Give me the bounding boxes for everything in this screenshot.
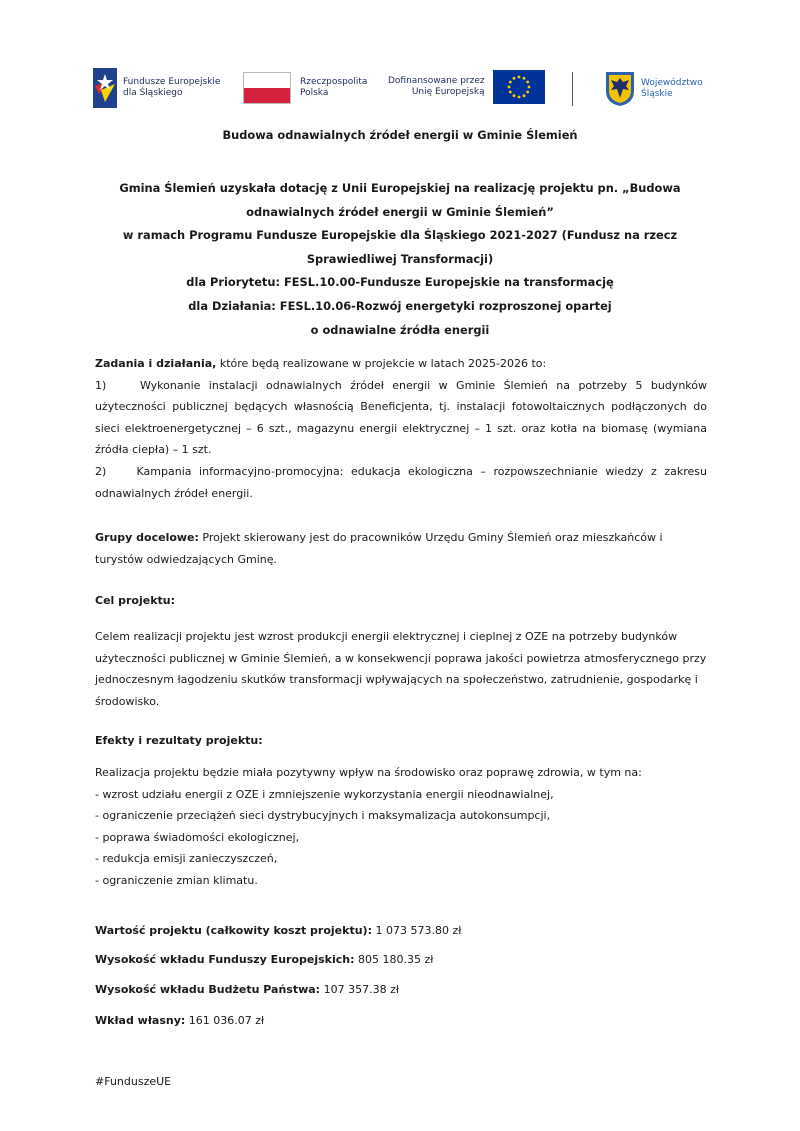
goal-heading: Cel projektu: [95,594,176,607]
project-value-row [95,920,707,942]
list-item: - wzrost udziału energii z OZE i zmniejszenie wykorzystania energii nieodnawialnej, [95,787,554,801]
lead-paragraph [0,177,800,342]
document-title: Budowa odnawialnych źródeł energii w Gminie Ślemień [222,128,578,142]
own-contribution-row [95,1010,707,1032]
list-item: - ograniczenie przeciążeń sieci dystrybucyjnych i maksymalizacja autokonsumpcji, [95,809,551,823]
silesian-eagle-icon [605,71,635,107]
fundusze-europejskie-logo [93,68,220,108]
rzeczpospolita-logo [243,72,367,104]
ue-logo-line1: Dofinansowane przez [388,76,485,86]
fe-logo-line1: Fundusze Europejskie [123,77,221,87]
effects-heading: Efekty i rezultaty projektu: [95,734,263,747]
lead-line-7: o odnawialne źródła energii [310,322,490,337]
finance-label: Wartość projektu (całkowity koszt projektu): [95,924,372,937]
finance-value: 107 357.38 zł [320,983,399,996]
logo-bar [0,66,800,116]
target-groups-text: Projekt skierowany jest do pracowników Urzędu Gminy Ślemień oraz mieszkańców i turystów odwiedzających Gminę. [95,531,663,566]
lead-line-5: dla Priorytetu: FESL.10.00-Fundusze Europejskie na transformację [186,275,614,290]
ue-logo-line2: Unię Europejską [411,87,485,97]
list-item: - redukcja emisji zanieczyszczeń, [95,852,278,866]
finance-value: 161 036.07 zł [185,1014,265,1027]
tasks-section [95,353,707,504]
lead-line-1: Gmina Ślemień uzyskała dotację z Unii Europejskiej na realizację projektu pn. „Budowa [119,181,681,195]
finance-label: Wysokość wkładu Funduszy Europejskich: [95,953,355,966]
task-item-1: 1) Wykonanie instalacji odnawialnych źródeł energii w Gminie Ślemień na potrzeby 5 budynków użyteczności publicznej będących własnością Beneficjenta, tj. instalacji fotowoltaicznych podłączonych do sieci elektroenergetycznej – 6 szt., magazynu energii elektrycznej – 1 szt. oraz kotła na biomasę (wymiana źródła ciepła) – 1 szt. [95,378,707,457]
target-groups-label: Grupy docelowe: [95,531,199,544]
rp-logo-line1: Rzeczpospolita [300,77,368,87]
tasks-intro-text: które będą realizowane w projekcie w latach 2025-2026 to: [216,357,547,370]
eu-flag-icon [493,70,545,104]
list-item: - ograniczenie zmian klimatu. [95,873,258,887]
state-budget-row [95,979,707,1001]
finance-label: Wysokość wkładu Budżetu Państwa: [95,983,321,996]
tasks-label: Zadania i działania, [95,357,217,370]
effects-intro: Realizacja projektu będzie miała pozytywny wpływ na środowisko oraz poprawę zdrowia, w tym na: [95,766,642,779]
tasks-intro [95,353,707,375]
goal-text: Celem realizacji projektu jest wzrost produkcji energii elektrycznej i cieplnej z OZE na potrzeby budynków użyteczności publicznej w Gminie Ślemień, a w konsekwencji poprawa jakości powietrza atmosferycznego przy jednoczesnym łagodzeniu skutków transformacji wpływających na społeczeństwo, zatrudnienie, gospodarkę i środowisko. [95,630,707,708]
lead-line-2: odnawialnych źródeł energii w Gminie Ślemień” [246,204,554,219]
lead-line-3: w ramach Programu Fundusze Europejskie dla Śląskiego 2021-2027 (Fundusz na rzecz [122,228,678,243]
lead-line-6: dla Działania: FESL.10.06-Rozwój energetyki rozproszonej opartej [188,298,612,313]
finance-value: 805 180.35 zł [354,953,434,966]
ws-logo-line2: Śląskie [641,89,673,99]
finance-value: 1 073 573.80 zł [371,924,462,937]
lead-line-4: Sprawiedliwej Transformacji) [306,251,494,266]
fe-logo-line2: dla Śląskiego [123,88,183,98]
hashtag: #FunduszeUE [95,1075,172,1088]
eu-funds-row [95,949,707,971]
ws-logo-line1: Województwo [641,78,703,88]
wojewodztwo-slaskie-logo [605,71,703,107]
rp-logo-line2: Polska [300,88,329,98]
eu-funding-logo [388,70,545,104]
list-item: - poprawa świadomości ekologicznej, [95,830,300,844]
effects-list [95,762,707,892]
fe-star-icon [93,68,117,108]
task-item-2: 2) Kampania informacyjno-promocyjna: edukacja ekologiczna – rozpowszechnianie wiedzy z zakresu odnawialnych źródeł energii. [95,464,707,500]
logo-divider [572,72,573,106]
polish-flag-icon [243,72,291,104]
target-groups-section [95,527,707,570]
finance-label: Wkład własny: [95,1014,186,1027]
